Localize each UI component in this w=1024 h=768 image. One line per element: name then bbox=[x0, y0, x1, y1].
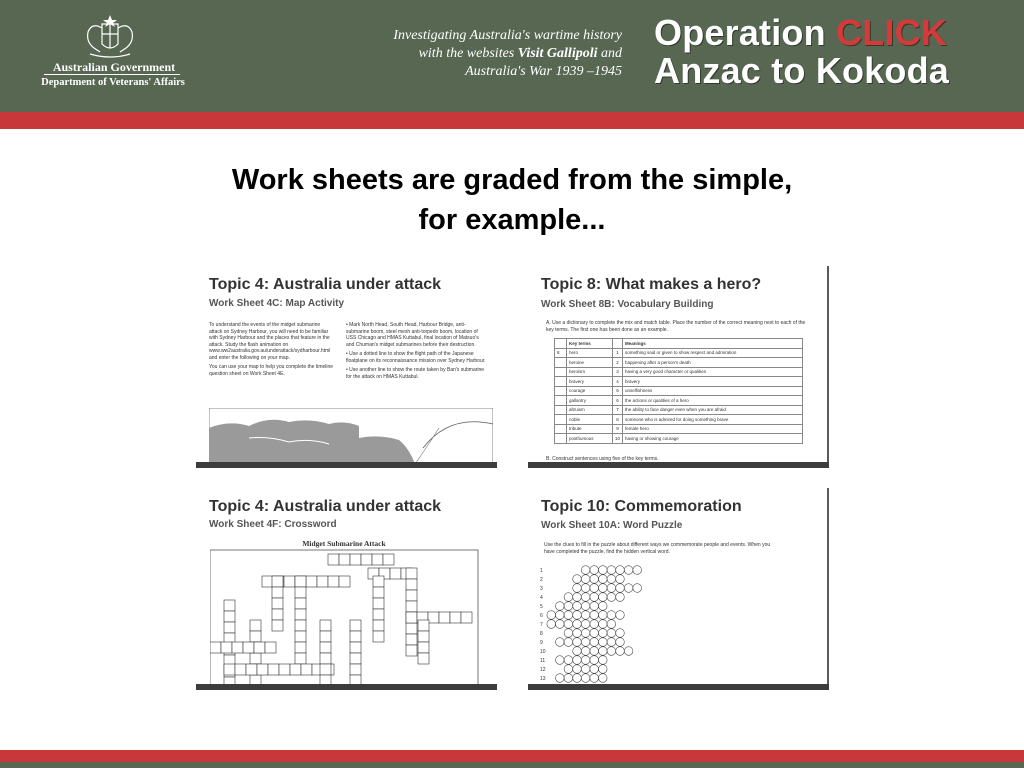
crossword-cell bbox=[250, 653, 261, 664]
puzzle-letter-circle bbox=[573, 593, 582, 602]
puzzle-letter-circle bbox=[564, 593, 573, 602]
crossword-cell bbox=[328, 576, 339, 587]
crossword-cell bbox=[306, 576, 317, 587]
crossword-cell bbox=[350, 620, 361, 631]
puzzle-letter-circle bbox=[624, 647, 633, 656]
crossword-cell bbox=[272, 609, 283, 620]
crossword-cell bbox=[235, 664, 246, 675]
slide-heading: Work sheets are graded from the simple, for example... bbox=[231, 164, 793, 236]
puzzle-letter-circle bbox=[590, 611, 599, 620]
worksheet-bullets: • Mark North Head, South Head, Harbour Bridge, anti-submarine boom, steel mesh anti-torpedo boom, location of USS Chicago and HMAS Kuttabul, final location of Matsuo's and Chuman's midget submarines before their destruction. • Use a dotted line to show the flight path of the Japanese floatplane on its reconnaissance mission over Sydney Harbour. • Use another line to show the route taken by Ban's submarine for the attack on HMAS Kuttabul. bbox=[346, 322, 486, 380]
puzzle-letter-circle bbox=[607, 593, 616, 602]
program-logo bbox=[654, 14, 949, 90]
footer-red-band bbox=[0, 750, 1024, 762]
puzzle-letter-circle bbox=[573, 647, 582, 656]
puzzle-row-number: 1 bbox=[540, 568, 543, 574]
thumbnail-right-edge bbox=[827, 488, 829, 690]
puzzle-letter-circle bbox=[607, 629, 616, 638]
crossword-cell bbox=[295, 642, 306, 653]
crossword-cell bbox=[406, 568, 417, 579]
crossword-cell bbox=[372, 554, 383, 565]
puzzle-row-number: 12 bbox=[540, 667, 546, 673]
crossword-cell bbox=[272, 576, 283, 587]
puzzle-letter-circle bbox=[599, 575, 608, 584]
puzzle-letter-circle bbox=[590, 584, 599, 593]
crossword-cell bbox=[339, 576, 350, 587]
crossword-cell bbox=[320, 664, 331, 675]
puzzle-row-number: 8 bbox=[540, 631, 543, 637]
puzzle-letter-circle bbox=[590, 665, 599, 674]
puzzle-row-number: 13 bbox=[540, 676, 546, 682]
crossword-grid bbox=[210, 536, 480, 686]
crossword-cell bbox=[224, 600, 235, 611]
thumbnail-bottom-bar bbox=[196, 684, 497, 690]
table-row: gallantry 6 the actions or qualities of a hero bbox=[555, 396, 803, 406]
worksheet-subtitle: Work Sheet 10A: Word Puzzle bbox=[541, 520, 683, 531]
puzzle-letter-circle bbox=[581, 584, 590, 593]
puzzle-letter-circle bbox=[607, 575, 616, 584]
puzzle-letter-circle bbox=[573, 665, 582, 674]
crossword-cell bbox=[268, 664, 279, 675]
puzzle-letter-circle bbox=[547, 611, 556, 620]
table-row: noble 8 someone who is admired for doing something brave bbox=[555, 415, 803, 425]
crossword-cell bbox=[232, 642, 243, 653]
puzzle-letter-circle bbox=[573, 638, 582, 647]
crossword-cell bbox=[373, 631, 384, 642]
crossword-cell bbox=[406, 634, 417, 645]
crossword-cell bbox=[418, 642, 429, 653]
department-name: Department of Veterans' Affairs bbox=[41, 77, 185, 88]
puzzle-letter-circle bbox=[581, 638, 590, 647]
crossword-cell bbox=[272, 587, 283, 598]
puzzle-letter-circle bbox=[556, 674, 565, 683]
tagline bbox=[352, 27, 622, 81]
divider bbox=[44, 74, 180, 75]
puzzle-letter-circle bbox=[564, 620, 573, 629]
crossword-cell bbox=[301, 664, 312, 675]
crossword-cell bbox=[350, 653, 361, 664]
puzzle-letter-circle bbox=[607, 611, 616, 620]
table-row: courage 5 unselfishness bbox=[555, 386, 803, 396]
puzzle-letter-circle bbox=[590, 647, 599, 656]
puzzle-letter-circle bbox=[599, 620, 608, 629]
puzzle-row-number: 11 bbox=[540, 658, 546, 664]
header-red-band bbox=[0, 112, 1024, 129]
puzzle-letter-circle bbox=[556, 611, 565, 620]
thumbnail-bottom-bar bbox=[528, 462, 829, 468]
puzzle-letter-circle bbox=[564, 674, 573, 683]
worksheet-instructions: A. Use a dictionary to complete the mix and match table. Place the number of the correct meaning next to each of the key terms. The first one has been done as an example. bbox=[546, 320, 806, 333]
puzzle-letter-circle bbox=[624, 566, 633, 575]
brand-operation: Operation bbox=[654, 12, 826, 53]
puzzle-letter-circle bbox=[599, 665, 608, 674]
puzzle-letter-circle bbox=[599, 674, 608, 683]
puzzle-letter-circle bbox=[616, 629, 625, 638]
puzzle-letter-circle bbox=[573, 575, 582, 584]
crossword-cell bbox=[284, 576, 295, 587]
crossword-cell bbox=[418, 620, 429, 631]
crossword-cell bbox=[295, 576, 306, 587]
puzzle-letter-circle bbox=[599, 584, 608, 593]
puzzle-letter-circle bbox=[616, 575, 625, 584]
worksheet-thumbnail-vocabulary[interactable] bbox=[528, 266, 829, 468]
puzzle-letter-circle bbox=[547, 620, 556, 629]
thumbnail-right-edge bbox=[827, 266, 829, 468]
puzzle-letter-circle bbox=[616, 593, 625, 602]
crossword-cell bbox=[406, 623, 417, 634]
crossword-cell bbox=[265, 642, 276, 653]
puzzle-letter-circle bbox=[564, 656, 573, 665]
crossword-cell bbox=[257, 664, 268, 675]
puzzle-letter-circle bbox=[607, 566, 616, 575]
puzzle-letter-circle bbox=[564, 665, 573, 674]
crossword-cell bbox=[406, 645, 417, 656]
crossword-cell bbox=[295, 587, 306, 598]
worksheet-intro: To understand the events of the midget submarine attack on Sydney Harbour, you will need to be familiar with Sydney Harbour and the places that feature in the attack. Study the flash animation on www.ww2australia.gov.au/underattack/sydharbour.html and enter the following on your map. bbox=[209, 322, 331, 361]
crossword-cell bbox=[373, 609, 384, 620]
puzzle-letter-circle bbox=[607, 584, 616, 593]
crossword-cell bbox=[221, 642, 232, 653]
puzzle-letter-circle bbox=[590, 620, 599, 629]
puzzle-letter-circle bbox=[633, 566, 642, 575]
thumbnail-bottom-bar bbox=[528, 684, 829, 690]
crossword-cell bbox=[350, 642, 361, 653]
crossword-cell bbox=[406, 579, 417, 590]
worksheet-title: Topic 10: Commemoration bbox=[541, 498, 742, 515]
puzzle-letter-circle bbox=[624, 584, 633, 593]
crossword-cell bbox=[250, 631, 261, 642]
puzzle-letter-circle bbox=[573, 620, 582, 629]
crossword-cell bbox=[328, 554, 339, 565]
puzzle-letter-circle bbox=[599, 602, 608, 611]
crossword-cell bbox=[428, 612, 439, 623]
puzzle-letter-circle bbox=[616, 611, 625, 620]
puzzle-letter-circle bbox=[599, 593, 608, 602]
crossword-cell bbox=[210, 642, 221, 653]
crossword-cell bbox=[461, 612, 472, 623]
puzzle-letter-circle bbox=[633, 584, 642, 593]
worksheet-subtitle: Work Sheet 4F: Crossword bbox=[209, 519, 337, 530]
puzzle-letter-circle bbox=[599, 656, 608, 665]
table-row: altruism 7 the ability to face danger even when you are afraid bbox=[555, 405, 803, 415]
puzzle-letter-circle bbox=[581, 674, 590, 683]
table-row: bravery 4 bravery bbox=[555, 377, 803, 387]
crossword-cell bbox=[373, 576, 384, 587]
worksheet-subtitle: Work Sheet 8B: Vocabulary Building bbox=[541, 299, 714, 310]
crossword-cell bbox=[243, 642, 254, 653]
table-row: heroine 2 happening after a person's death bbox=[555, 358, 803, 368]
puzzle-row-number: 10 bbox=[540, 649, 546, 655]
header-banner bbox=[0, 0, 1024, 112]
puzzle-letter-circle bbox=[581, 602, 590, 611]
crossword-cell bbox=[272, 598, 283, 609]
puzzle-letter-circle bbox=[581, 620, 590, 629]
crossword-cell bbox=[295, 620, 306, 631]
crossword-cell bbox=[418, 653, 429, 664]
puzzle-letter-circle bbox=[556, 638, 565, 647]
puzzle-letter-circle bbox=[556, 620, 565, 629]
crossword-cell bbox=[224, 622, 235, 633]
puzzle-row-number: 5 bbox=[540, 604, 543, 610]
puzzle-letter-circle bbox=[616, 566, 625, 575]
worksheet-instructions: Use the clues to fill in the puzzle about different ways we commemorate people and events. When you have completed the puzzle, find the hidden vertical word. bbox=[544, 542, 771, 555]
puzzle-letter-circle bbox=[599, 638, 608, 647]
puzzle-letter-circle bbox=[590, 674, 599, 683]
puzzle-letter-circle bbox=[564, 602, 573, 611]
puzzle-letter-circle bbox=[573, 584, 582, 593]
crossword-cell bbox=[254, 642, 265, 653]
crossword-cell bbox=[361, 554, 372, 565]
worksheet-thumbnail-word-puzzle[interactable] bbox=[528, 488, 829, 690]
puzzle-letter-circle bbox=[599, 566, 608, 575]
crossword-cell bbox=[418, 631, 429, 642]
crossword-cell bbox=[224, 611, 235, 622]
puzzle-letter-circle bbox=[556, 602, 565, 611]
crossword-cell bbox=[279, 664, 290, 675]
puzzle-letter-circle bbox=[581, 593, 590, 602]
crossword-cell bbox=[246, 664, 257, 675]
crossword-cell bbox=[320, 631, 331, 642]
puzzle-letter-circle bbox=[573, 674, 582, 683]
puzzle-row-number: 4 bbox=[540, 595, 543, 601]
crossword-cell bbox=[250, 620, 261, 631]
puzzle-letter-circle bbox=[590, 638, 599, 647]
puzzle-letter-circle bbox=[616, 584, 625, 593]
crossword-cell bbox=[373, 587, 384, 598]
crossword-cell bbox=[272, 620, 283, 631]
worksheet-title: Topic 4: Australia under attack bbox=[209, 498, 442, 515]
puzzle-letter-circle bbox=[564, 611, 573, 620]
table-row: heroism 3 having a very good character or qualities bbox=[555, 367, 803, 377]
puzzle-letter-circle bbox=[581, 656, 590, 665]
table-header-row: Key terms Meanings bbox=[555, 339, 803, 349]
government-name: Australian Government bbox=[52, 60, 176, 74]
puzzle-row-number: 7 bbox=[540, 622, 543, 628]
crossword-cell bbox=[390, 568, 401, 579]
crossword-cell bbox=[350, 631, 361, 642]
crossword-cell bbox=[406, 601, 417, 612]
sydney-harbour-map bbox=[209, 408, 493, 464]
puzzle-letter-circle bbox=[599, 647, 608, 656]
word-puzzle-grid bbox=[538, 564, 698, 688]
brand-anzac-to-kokoda: Anzac to Kokoda bbox=[654, 50, 950, 91]
footer-green-band bbox=[0, 762, 1024, 768]
brand-click: CLICK bbox=[836, 12, 948, 53]
site-visit-gallipoli: Visit Gallipoli bbox=[517, 46, 598, 61]
vocabulary-table bbox=[554, 338, 803, 444]
worksheet-thumbnail-map-activity[interactable] bbox=[196, 266, 497, 468]
crossword-cell bbox=[295, 631, 306, 642]
crossword-cell bbox=[373, 598, 384, 609]
puzzle-letter-circle bbox=[590, 602, 599, 611]
crossword-cell bbox=[317, 576, 328, 587]
crossword-cell bbox=[320, 642, 331, 653]
table-row: tribute 9 female hero bbox=[555, 424, 803, 434]
crossword-cell bbox=[262, 576, 273, 587]
puzzle-row-number: 3 bbox=[540, 586, 543, 592]
puzzle-letter-circle bbox=[564, 638, 573, 647]
table-row: posthumous 10 having or showing courage bbox=[555, 434, 803, 444]
puzzle-letter-circle bbox=[616, 638, 625, 647]
puzzle-letter-circle bbox=[590, 566, 599, 575]
crossword-cell bbox=[439, 612, 450, 623]
coat-of-arms-icon bbox=[80, 14, 140, 60]
crossword-cell bbox=[373, 620, 384, 631]
crossword-cell bbox=[406, 590, 417, 601]
crossword-cell bbox=[320, 620, 331, 631]
table-row: 8 hero 1 something said or given to show respect and admiration bbox=[555, 348, 803, 358]
puzzle-letter-circle bbox=[573, 656, 582, 665]
worksheet-thumbnail-crossword[interactable] bbox=[196, 488, 497, 690]
crossword-cell bbox=[295, 609, 306, 620]
puzzle-letter-circle bbox=[556, 656, 565, 665]
puzzle-letter-circle bbox=[581, 575, 590, 584]
worksheet-note: You can use your map to help you complete the timeline question sheet on Work Sheet 4E. bbox=[209, 364, 334, 377]
puzzle-letter-circle bbox=[590, 629, 599, 638]
puzzle-letter-circle bbox=[590, 656, 599, 665]
crossword-cell bbox=[406, 612, 417, 623]
puzzle-letter-circle bbox=[581, 629, 590, 638]
crossword-cell bbox=[295, 653, 306, 664]
puzzle-letter-circle bbox=[599, 629, 608, 638]
puzzle-letter-circle bbox=[607, 647, 616, 656]
crossword-cell bbox=[290, 664, 301, 675]
puzzle-letter-circle bbox=[573, 629, 582, 638]
crossword-cell bbox=[224, 664, 235, 675]
crossword-cell bbox=[320, 653, 331, 664]
worksheet-title: Topic 4: Australia under attack bbox=[209, 276, 442, 293]
puzzle-letter-circle bbox=[573, 611, 582, 620]
puzzle-row-number: 9 bbox=[540, 640, 543, 646]
puzzle-letter-circle bbox=[581, 647, 590, 656]
puzzle-letter-circle bbox=[599, 611, 608, 620]
thumbnail-bottom-bar bbox=[196, 462, 497, 468]
puzzle-letter-circle bbox=[573, 602, 582, 611]
tagline-line2: with the websites Visit Gallipoli and bbox=[418, 46, 622, 61]
crossword-cell bbox=[450, 612, 461, 623]
puzzle-row-number: 2 bbox=[540, 577, 543, 583]
puzzle-letter-circle bbox=[581, 611, 590, 620]
puzzle-letter-circle bbox=[616, 647, 625, 656]
tagline-line1: Investigating Australia's wartime history bbox=[393, 28, 622, 43]
puzzle-letter-circle bbox=[590, 575, 599, 584]
worksheet-title: Topic 8: What makes a hero? bbox=[541, 276, 762, 293]
puzzle-letter-circle bbox=[581, 665, 590, 674]
crossword-title: Midget Submarine Attack bbox=[302, 539, 386, 548]
puzzle-row-number: 6 bbox=[540, 613, 543, 619]
crossword-cell bbox=[383, 554, 394, 565]
crossword-cell bbox=[350, 554, 361, 565]
worksheet-subtitle: Work Sheet 4C: Map Activity bbox=[209, 298, 345, 309]
puzzle-letter-circle bbox=[581, 566, 590, 575]
crossword-cell bbox=[295, 598, 306, 609]
puzzle-letter-circle bbox=[590, 593, 599, 602]
crossword-cell bbox=[339, 554, 350, 565]
puzzle-letter-circle bbox=[607, 638, 616, 647]
crossword-cell bbox=[350, 664, 361, 675]
puzzle-letter-circle bbox=[607, 620, 616, 629]
site-australias-war: Australia's War 1939 –1945 bbox=[465, 64, 622, 79]
puzzle-letter-circle bbox=[564, 629, 573, 638]
worksheet-footer: B. Construct sentences using five of the key terms. bbox=[546, 456, 659, 462]
